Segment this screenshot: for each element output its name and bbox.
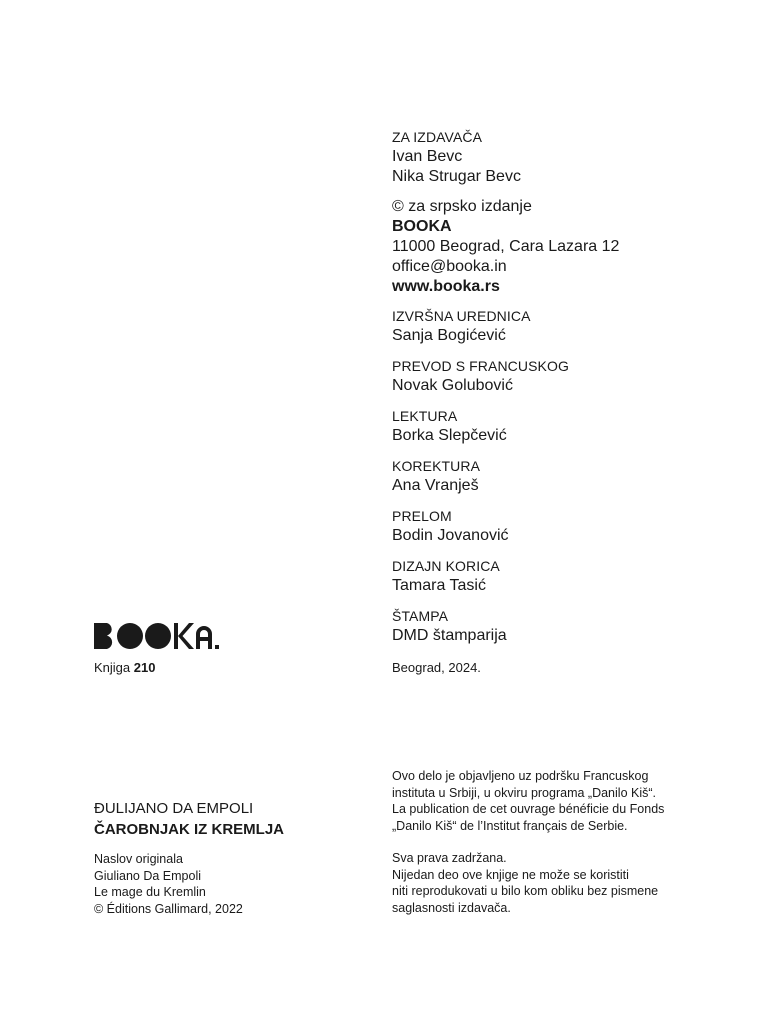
book-number-value: 210	[133, 660, 156, 675]
book-title: ČAROBNJAK IZ KREMLJA	[94, 821, 285, 838]
proofreading-block	[392, 407, 752, 446]
booka-logo	[94, 621, 224, 651]
rights-line-3: niti reprodukovati u bilo kom obliku bez pismene	[392, 884, 659, 898]
author-name: ĐULIJANO DA EMPOLI	[94, 800, 254, 817]
rights-note	[392, 850, 658, 916]
book-number	[94, 660, 155, 676]
copyright-block	[392, 197, 752, 297]
support-line-4: „Danilo Kiš“ de l’Institut français de Serbie.	[392, 818, 628, 833]
booka-logo-icon	[94, 621, 224, 651]
original-line-2: Giuliano Da Empoli	[94, 868, 201, 883]
print-label: ŠTAMPA	[392, 608, 449, 624]
layout-block	[392, 507, 752, 546]
original-title-block	[94, 851, 243, 917]
copyright-line: © za srpsko izdanje	[392, 198, 532, 215]
original-line-1: Naslov originala	[94, 852, 183, 866]
book-number-prefix: Knjiga	[94, 660, 131, 675]
print-value: DMD štamparija	[392, 627, 507, 644]
editor-label: IZVRŠNA UREDNICA	[392, 308, 531, 324]
correction-value: Ana Vranješ	[392, 477, 479, 494]
original-line-3: Le mage du Kremlin	[94, 885, 206, 899]
print-block	[392, 607, 752, 646]
cover-design-label: DIZAJN KORICA	[392, 558, 500, 574]
publisher-for-name-1: Ivan Bevc	[392, 148, 463, 165]
support-line-1: Ovo delo je objavljeno uz podršku Francuskog	[392, 769, 649, 783]
credits-column	[392, 128, 752, 654]
publisher-name: BOOKA	[392, 218, 452, 235]
publisher-for-label: ZA IZDAVAČA	[392, 129, 483, 145]
proofreading-value: Borka Slepčević	[392, 427, 507, 444]
editor-value: Sanja Bogićević	[392, 327, 506, 344]
publisher-address: 11000 Beograd, Cara Lazara 12	[392, 238, 620, 255]
publisher-email: office@booka.in	[392, 258, 507, 275]
layout-value: Bodin Jovanović	[392, 527, 509, 544]
rights-line-1: Sva prava zadržana.	[392, 851, 507, 865]
correction-block	[392, 457, 752, 496]
publisher-for-block	[392, 128, 752, 187]
original-line-4: © Éditions Gallimard, 2022	[94, 901, 243, 916]
cover-design-block	[392, 557, 752, 596]
support-line-3: La publication de cet ouvrage bénéficie du Fonds	[392, 802, 665, 816]
cover-design-value: Tamara Tasić	[392, 577, 486, 594]
proofreading-label: LEKTURA	[392, 408, 458, 424]
publisher-for-name-2: Nika Strugar Bevc	[392, 168, 521, 185]
rights-line-4: saglasnosti izdavača.	[392, 900, 511, 915]
translation-value: Novak Golubović	[392, 377, 513, 394]
rights-line-2: Nijedan deo ove knjige ne može se koristiti	[392, 867, 629, 882]
layout-label: PRELOM	[392, 508, 452, 524]
support-note	[392, 768, 664, 834]
place-date: Beograd, 2024.	[392, 660, 481, 675]
editor-block	[392, 307, 752, 346]
correction-label: KOREKTURA	[392, 458, 481, 474]
support-line-2: instituta u Srbiji, u okviru programa „Danilo Kiš“.	[392, 785, 656, 800]
translation-block	[392, 357, 752, 396]
publisher-website: www.booka.rs	[392, 278, 500, 295]
translation-label: PREVOD S FRANCUSKOG	[392, 358, 569, 374]
